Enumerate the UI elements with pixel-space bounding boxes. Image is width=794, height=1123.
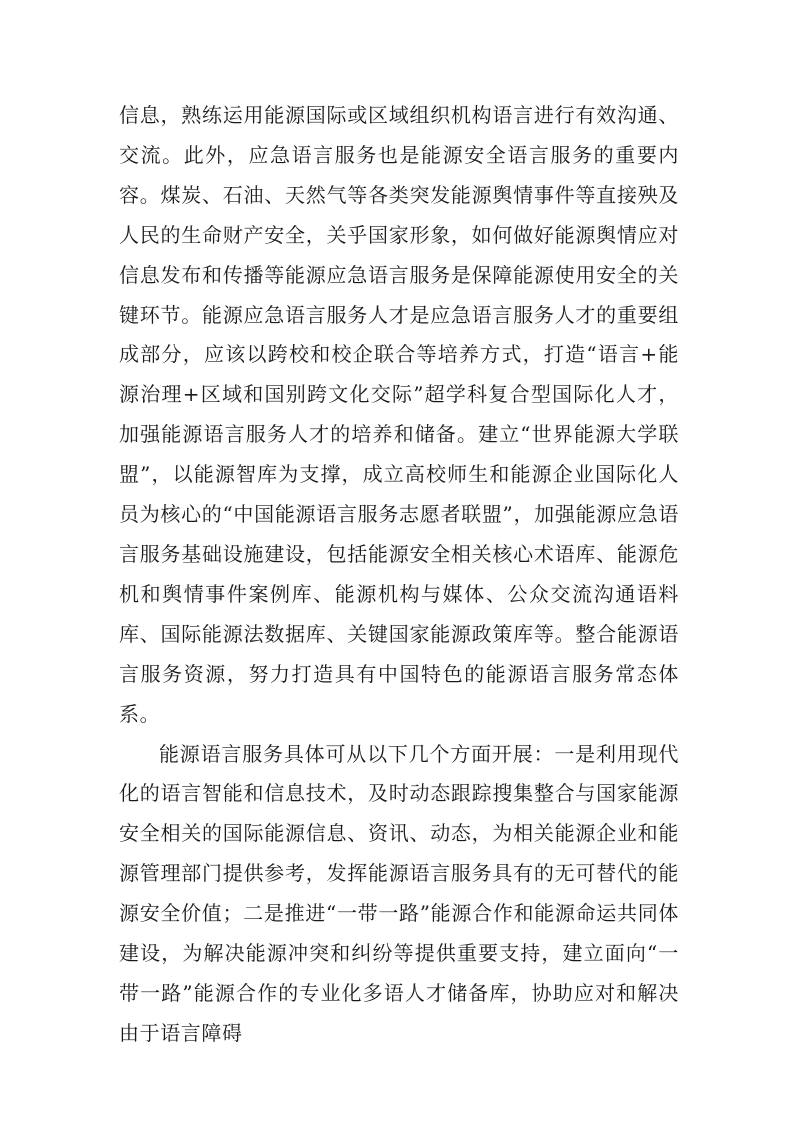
document-page <box>119 96 679 1054</box>
paragraph-language-services: 能源语言服务具体可从以下几个方面开展：一是利用现代化的语言智能和信息技术，及时动态跟踪搜集整合与国家能源安全相关的国际能源信息、资讯、动态，为相关能源企业和能源管理部门提供参考，发挥能源语言服务具有的无可替代的能源安全价值；二是推进“一带一路”能源合作和能源命运共同体建设，为解决能源冲突和纠纷等提供重要支持，建立面向“一带一路”能源合作的专业化多语人才储备库，协助应对和解决由于语言障碍 <box>119 741 679 1045</box>
paragraph-continued: 信息，熟练运用能源国际或区域组织机构语言进行有效沟通、交流。此外，应急语言服务也是能源安全语言服务的重要内容。煤炭、石油、天然气等各类突发能源舆情事件等直接殃及人民的生命财产安全，关乎国家形象，如何做好能源舆情应对信息发布和传播等能源应急语言服务是保障能源使用安全的关键环节。能源应急语言服务人才是应急语言服务人才的重要组成部分，应该以跨校和校企联合等培养方式，打造“语言+能源治理+区域和国别跨文化交际”超学科复合型国际化人才，加强能源语言服务人才的培养和储备。建立“世界能源大学联盟”，以能源智库为支撑，成立高校师生和能源企业国际化人员为核心的“中国能源语言服务志愿者联盟”，加强能源应急语言服务基础设施建设，包括能源安全相关核心术语库、能源危机和舆情事件案例库、能源机构与媒体、公众交流沟通语料库、国际能源法数据库、关键国家能源政策库等。整合能源语言服务资源，努力打造具有中国特色的能源语言服务常态体系。 <box>119 103 679 726</box>
